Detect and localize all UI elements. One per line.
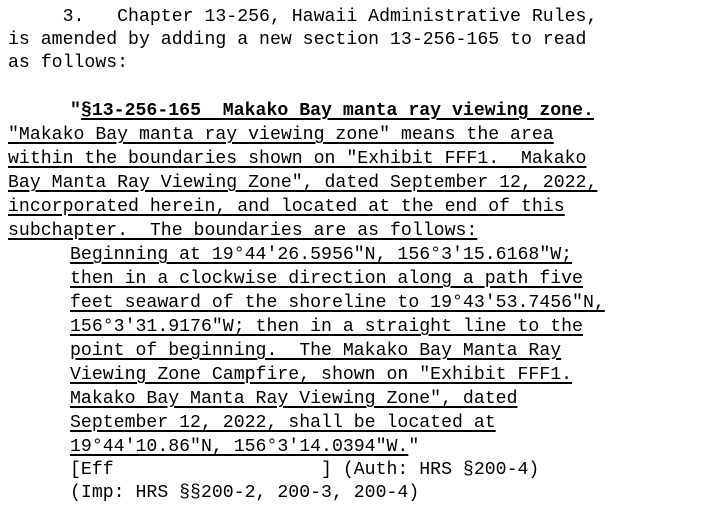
boundary-line-8: September 12, 2022, shall be located at xyxy=(70,413,496,433)
definition-line-4: incorporated herein, and located at the end of this xyxy=(8,197,565,217)
definition-line-5: subchapter. The boundaries are as follows: xyxy=(8,221,478,241)
definition-line-1: "Makako Bay manta ray viewing zone" means the area xyxy=(8,125,554,145)
boundary-line-5: point of beginning. The Makako Bay Manta Ray xyxy=(70,341,562,361)
boundary-line-2: then in a clockwise direction along a path five xyxy=(70,269,583,289)
boundary-line-4: 156°3'31.9176"W; then in a straight line to the xyxy=(70,317,583,337)
intro-line-3: as follows: xyxy=(8,53,129,73)
final-coordinates: 19°44'10.86"N, 156°3'14.0394"W. xyxy=(70,437,409,457)
close-quote: " xyxy=(408,437,420,457)
boundary-line-6: Viewing Zone Campfire, shown on "Exhibit FFF1. xyxy=(70,365,573,385)
open-quote: " xyxy=(70,101,81,121)
definition-line-3: Bay Manta Ray Viewing Zone", dated September 12, 2022, xyxy=(8,173,598,193)
section-heading: §13-256-165 Makako Bay manta ray viewing zone. xyxy=(80,101,594,121)
boundary-line-7: Makako Bay Manta Ray Viewing Zone", dated xyxy=(70,389,518,409)
definition-line-2: within the boundaries shown on "Exhibit FFF1. Makako xyxy=(8,149,587,169)
boundary-line-1: Beginning at 19°44'26.5956"N, 156°3'15.6168"W; xyxy=(70,245,573,265)
intro-line-1: 3. Chapter 13-256, Hawaii Administrative Rules, xyxy=(8,7,598,27)
boundary-line-3: feet seaward of the shoreline to 19°43'53.7456"N, xyxy=(70,293,605,313)
intro-line-2: is amended by adding a new section 13-256-165 to read xyxy=(8,30,587,50)
section-heading-line xyxy=(70,100,594,122)
effective-date-line: [Eff ] (Auth: HRS §200-4) xyxy=(70,460,540,480)
implementation-line: (Imp: HRS §§200-2, 200-3, 200-4) xyxy=(70,483,420,503)
boundary-line-9 xyxy=(70,436,419,458)
